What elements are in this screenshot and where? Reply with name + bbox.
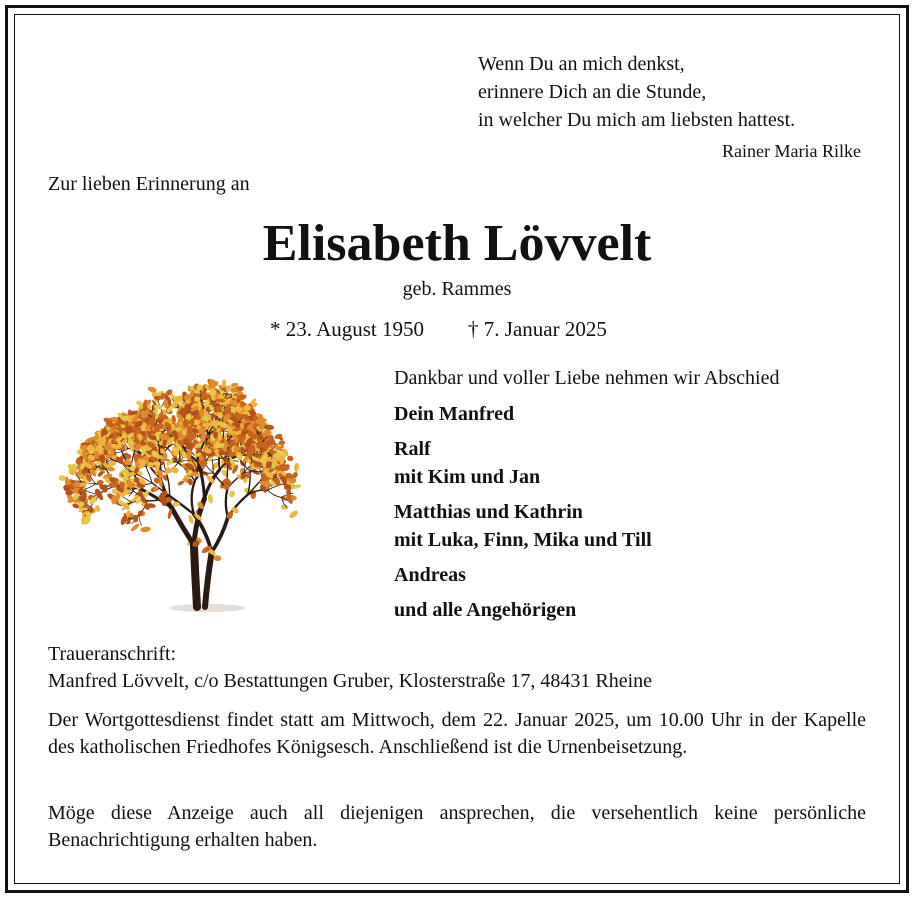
quote-line: erinnere Dich an die Stunde, (478, 81, 707, 103)
quote-line: Wenn Du an mich denkst, (478, 53, 685, 75)
family-member: mit Luka, Finn, Mika und Till (394, 529, 652, 551)
farewell-text: Dankbar und voller Liebe nehmen wir Abschied (394, 367, 780, 389)
deceased-name: Elisabeth Lövvelt (262, 215, 652, 272)
quote-line: in welcher Du mich am liebsten hattest. (478, 109, 796, 131)
autumn-tree-icon (47, 355, 341, 617)
rilke-quote (478, 50, 795, 134)
family-member: Ralf (394, 438, 431, 460)
mourners-block (394, 367, 779, 631)
family-member: Andreas (394, 564, 466, 586)
family-group (394, 435, 779, 491)
birth-date: * 23. August 1950 (270, 317, 425, 341)
family-group (394, 400, 779, 428)
family-group (394, 498, 779, 554)
family-member: und alle Angehörigen (394, 599, 577, 621)
address-label: Traueranschrift: (48, 643, 177, 665)
notification-note: Möge diese Anzeige auch all diejenigen ansprechen, die versehentlich keine persönliche Benachrichtigung erhalten haben. (48, 802, 866, 851)
intro-text: Zur lieben Erinnerung an (48, 173, 250, 195)
family-member: mit Kim und Jan (394, 466, 541, 488)
mourning-address (48, 641, 652, 695)
life-dates (270, 317, 607, 342)
family-member: Matthias und Kathrin (394, 501, 583, 523)
birth-name: geb. Rammes (402, 278, 512, 300)
service-info: Der Wortgottesdienst findet statt am Mittwoch, dem 22. Januar 2025, um 10.00 Uhr in der Kapelle des katholischen Friedhofes Königsesch. Anschließend ist die Urnenbeisetzung. (48, 709, 866, 758)
family-member: Dein Manfred (394, 403, 515, 425)
death-date: † 7. Januar 2025 (468, 317, 607, 341)
family-group (394, 561, 779, 589)
family-list (394, 400, 779, 624)
address-text: Manfred Lövvelt, c/o Bestattungen Gruber, Klosterstraße 17, 48431 Rheine (48, 670, 653, 692)
family-group (394, 596, 779, 624)
quote-author: Rainer Maria Rilke (722, 141, 861, 161)
